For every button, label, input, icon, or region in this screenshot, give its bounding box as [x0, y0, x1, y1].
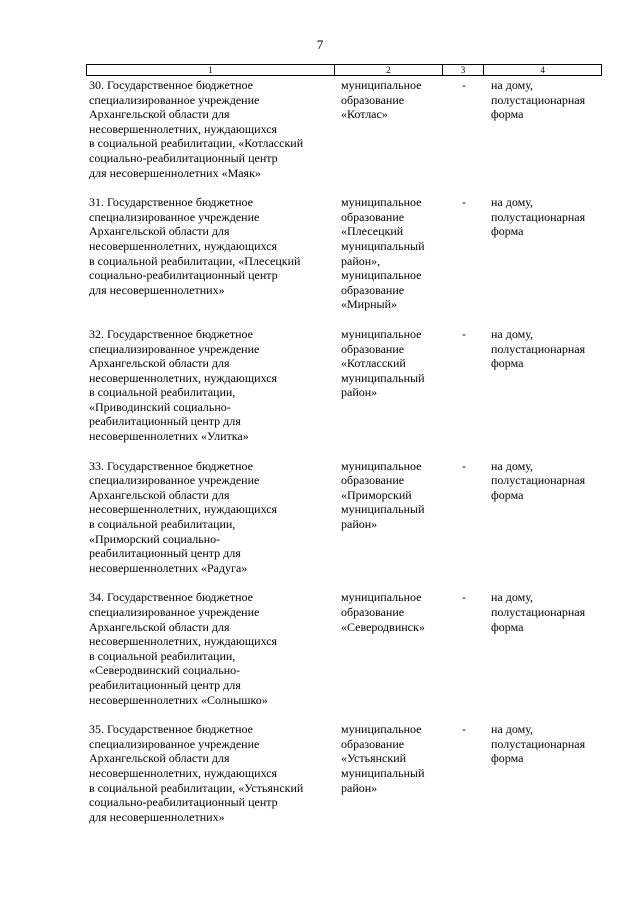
territory: муниципальное образование «Котлас» — [341, 78, 422, 122]
service-form: на дому, полустационарная форма — [491, 722, 586, 766]
territory: муниципальное образование «Устьянский муниципальный район» — [341, 722, 425, 795]
column-3-value: - — [462, 326, 466, 341]
table-row — [86, 590, 602, 707]
column-3-value: - — [462, 590, 466, 605]
header-col-4: 4 — [540, 65, 545, 75]
institution-name: 30. Государственное бюджетное специализированное учреждение Архангельской области для несовершеннолетних, нуждающихся в социальной реабилитации, «Котласский социально-реабилитационный центр для несовершеннолетних «Маяк» — [89, 78, 304, 180]
table-row — [86, 195, 602, 312]
header-col-2: 2 — [335, 65, 443, 75]
service-form: на дому, полустационарная форма — [491, 590, 586, 634]
table-row — [86, 78, 602, 180]
territory: муниципальное образование «Северодвинск» — [341, 590, 425, 634]
header-col-1: 1 — [87, 65, 335, 75]
institution-name: 33. Государственное бюджетное специализированное учреждение Архангельской области для несовершеннолетних, нуждающихся в социальной реабилитации, «Приморский социально- реабилитационный центр для несовершеннолетних «Радуга» — [89, 458, 278, 575]
service-form: на дому, полустационарная форма — [491, 78, 586, 122]
column-3-value: - — [462, 458, 466, 473]
service-form: на дому, полустационарная форма — [491, 195, 586, 239]
territory: муниципальное образование «Плесецкий муниципальный район», муниципальное образование «Мирный» — [341, 195, 425, 312]
column-3-value: - — [462, 195, 466, 210]
table-row — [86, 327, 602, 444]
page-number: 7 — [316, 37, 324, 52]
table-body — [86, 78, 602, 839]
service-form: на дому, полустационарная форма — [491, 326, 586, 371]
service-form: на дому, полустационарная форма — [491, 458, 586, 502]
column-3-value: - — [462, 722, 466, 737]
header-col-3: 3 — [443, 65, 485, 75]
table-header — [86, 64, 602, 76]
institution-name: 32. Государственное бюджетное специализированное учреждение Архангельской области для несовершеннолетних, нуждающихся в социальной реабилитации, «Приводинский социально- реабилитационный центр для несовершеннолетних «Улитка» — [89, 326, 278, 444]
column-3-value: - — [462, 78, 466, 92]
table-row — [86, 722, 602, 824]
territory: муниципальное образование «Приморский муниципальный район» — [341, 458, 425, 532]
institution-name: 34. Государственное бюджетное специализированное учреждение Архангельской области для несовершеннолетних, нуждающихся в социальной реабилитации, «Северодвинский социально- реабилитационный центр для несовершеннолетних «Солнышко» — [89, 590, 278, 707]
territory: муниципальное образование «Котласский муниципальный район» — [341, 326, 425, 400]
institution-name: 31. Государственное бюджетное специализированное учреждение Архангельской области для несовершеннолетних, нуждающихся в социальной реабилитации, «Плесецкий социально-реабилитационный центр для несовершеннолетних» — [89, 195, 301, 297]
institution-name: 35. Государственное бюджетное специализированное учреждение Архангельской области для несовершеннолетних, нуждающихся в социальной реабилитации, «Устьянский социально-реабилитационный центр для несовершеннолетних» — [89, 722, 304, 824]
table-row — [86, 459, 602, 576]
